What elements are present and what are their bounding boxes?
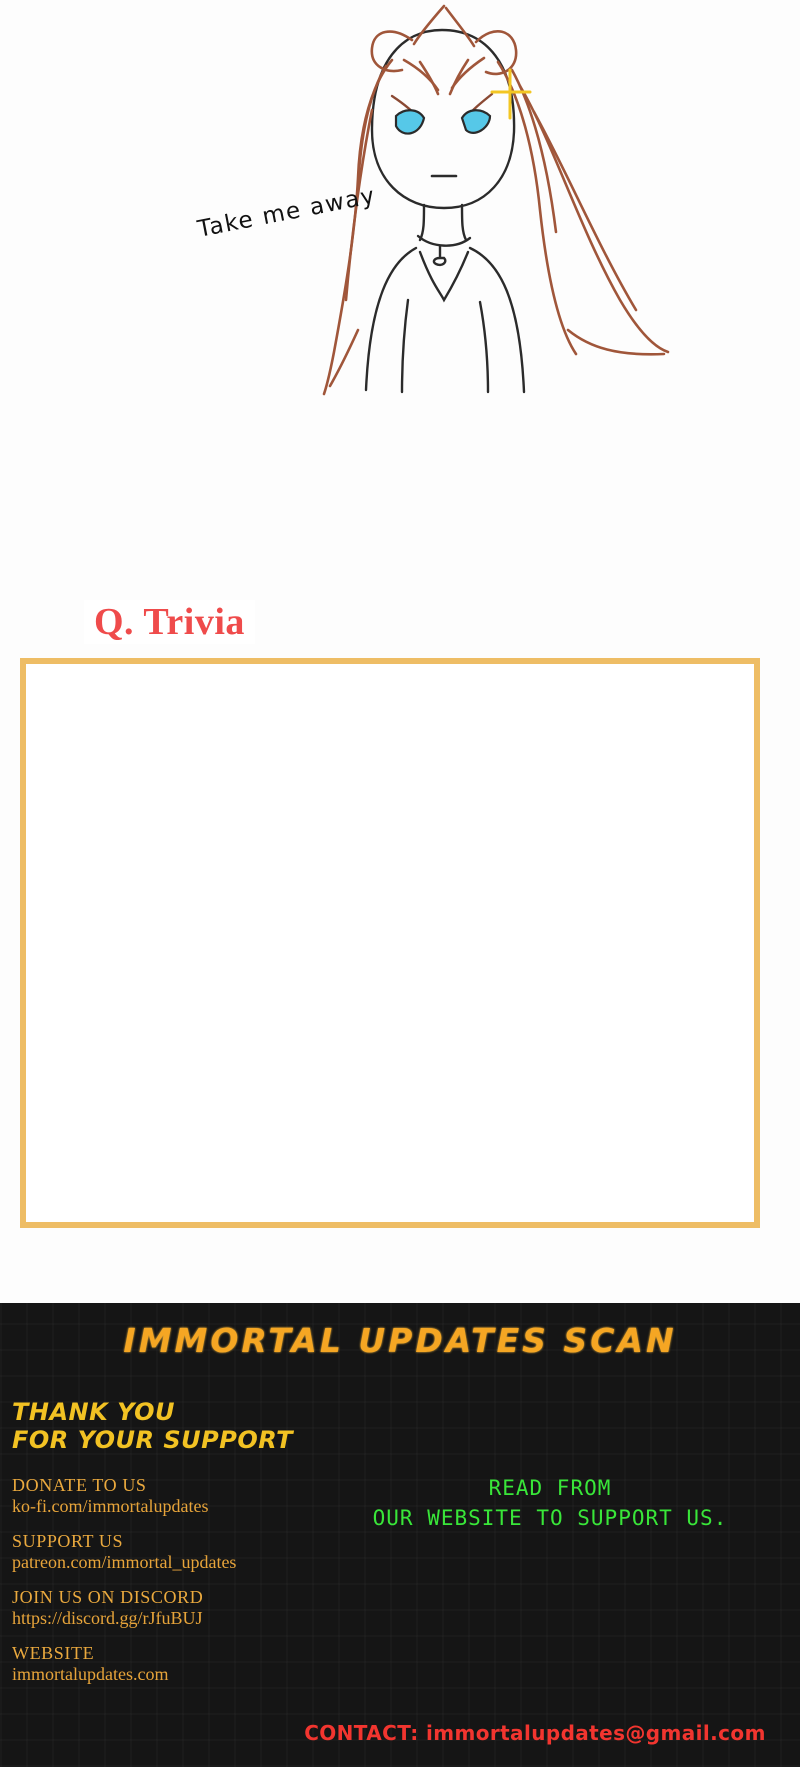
scanlation-footer — [0, 1303, 800, 1767]
scan-group-title: IMMORTAL UPDATES SCAN — [123, 1321, 677, 1360]
thank-you-line-2: FOR YOUR SUPPORT — [12, 1425, 294, 1454]
discord-link[interactable]: https://discord.gg/rJfuBUJ — [12, 1608, 203, 1628]
read-from-line-2: OUR WEBSITE TO SUPPORT US. — [372, 1506, 728, 1531]
trivia-box — [20, 658, 760, 1228]
discord-label: JOIN US ON DISCORD — [12, 1587, 204, 1607]
read-from-notice — [300, 1473, 800, 1534]
handwritten-note: Take me away — [195, 182, 378, 243]
trivia-title: Q. Trivia — [84, 600, 255, 644]
donate-link[interactable]: ko-fi.com/immortalupdates — [12, 1496, 209, 1516]
support-label: SUPPORT US — [12, 1531, 124, 1551]
website-link[interactable]: immortalupdates.com — [12, 1664, 169, 1684]
thank-you-line-1: THANK YOU — [12, 1398, 175, 1426]
contact-email[interactable]: CONTACT: immortalupdates@gmail.com — [304, 1721, 766, 1745]
website-label: WEBSITE — [12, 1643, 95, 1663]
read-from-line-1: READ FROM — [488, 1476, 612, 1500]
link-group-discord — [12, 1587, 432, 1629]
thank-you-heading — [12, 1399, 293, 1454]
patreon-link[interactable]: patreon.com/immortal_updates — [12, 1552, 237, 1572]
eye-left — [396, 110, 424, 133]
donate-label: DONATE TO US — [12, 1475, 147, 1495]
link-group-patreon — [12, 1531, 432, 1573]
link-group-website — [12, 1643, 432, 1685]
eye-right — [462, 110, 490, 133]
